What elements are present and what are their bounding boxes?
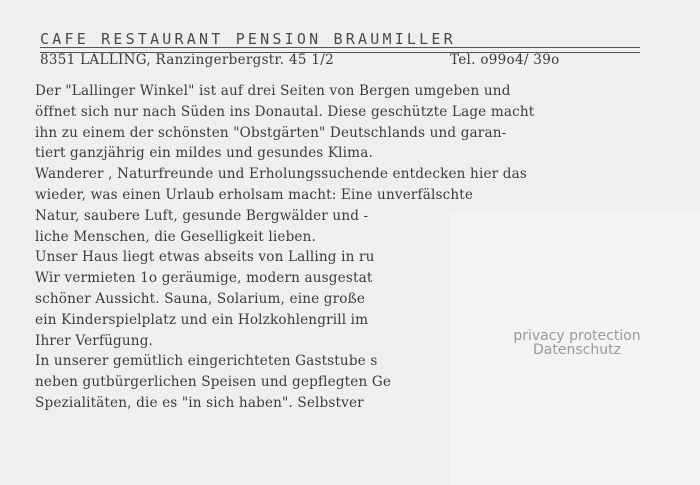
text-line: Der "Lallinger Winkel" ist auf drei Seiten von Bergen umgeben und bbox=[35, 83, 511, 99]
text-line: Spezialitäten, die es "in sich haben". Selbstver bbox=[35, 394, 364, 411]
text-line: liche Menschen, die Geselligkeit lieben. bbox=[35, 228, 316, 245]
watermark-line-2: Datenschutz bbox=[533, 342, 621, 358]
text-line: schöner Aussicht. Sauna, Solarium, eine große bbox=[35, 290, 366, 307]
text-line: ihn zu einem der schönsten "Obstgärten" Deutschlands und garan- bbox=[35, 124, 507, 141]
text-line: tiert ganzjährig ein mildes und gesundes Klima. bbox=[35, 145, 373, 162]
text-line: Ihrer Verfügung. bbox=[35, 332, 154, 349]
text-line: In unserer gemütlich eingerichteten Gaststube s bbox=[35, 353, 378, 370]
watermark-line-1: privacy protection bbox=[513, 328, 641, 344]
text-line: Wir vermieten 1o geräumige, modern ausgestat bbox=[35, 270, 373, 287]
text-line: öffnet sich nur nach Süden ins Donautal. Diese geschützte Lage macht bbox=[35, 103, 535, 120]
text-line: Natur, saubere Luft, gesunde Bergwälder und - bbox=[35, 207, 369, 224]
header-rule-top bbox=[40, 47, 640, 48]
text-line: wieder, was einen Urlaub erholsam macht: Eine unverfälschte bbox=[35, 186, 474, 203]
text-line: Unser Haus liegt etwas abseits von Lalling in ru bbox=[35, 249, 375, 266]
text-line: ein Kinderspielplatz und ein Holzkohlengrill im bbox=[35, 311, 369, 328]
business-name: CAFE RESTAURANT PENSION BRAUMILLER bbox=[40, 30, 456, 48]
address-line: 8351 LALLING, Ranzingerbergstr. 45 1/2 bbox=[40, 52, 334, 68]
privacy-watermark bbox=[497, 329, 657, 357]
text-line: neben gutbürgerlichen Speisen und gepflegten Ge bbox=[35, 374, 392, 391]
phone-number: Tel. o99o4/ 39o bbox=[450, 52, 560, 68]
text-line: Wanderer , Naturfreunde und Erholungssuchende entdecken hier das bbox=[35, 166, 527, 183]
